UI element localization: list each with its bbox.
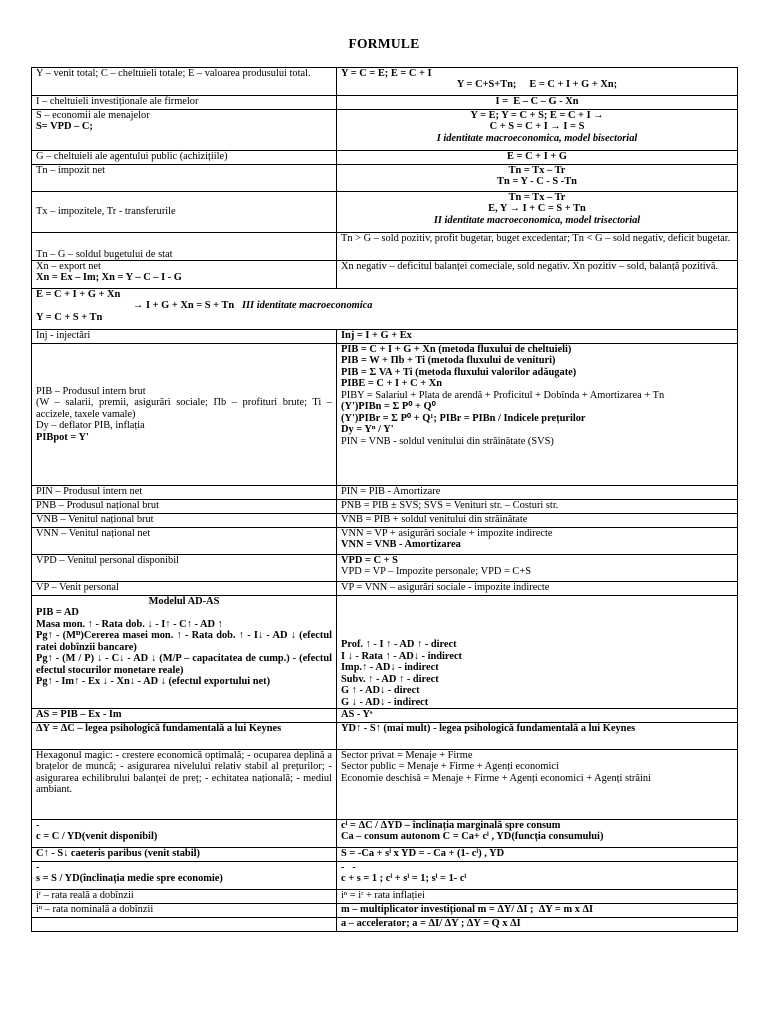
cell-text: PIN = PIB - Amortizare	[341, 486, 441, 497]
cell-text: I identitate macroeconomica, model bisectorial	[436, 132, 638, 144]
cell-text: I = E – C – G - Xn	[495, 96, 579, 107]
cell-text: m – multiplicator investițional m = ΔY/ ΔI ; ΔY = m x ΔI	[341, 904, 594, 915]
cell-text: G – cheltuieli ale agentului public (achizițiile)	[36, 151, 228, 162]
table-row	[32, 151, 738, 165]
table-cell-left	[32, 192, 337, 233]
table-cell-right	[337, 848, 738, 862]
cell-text: PIB = C + I + G + Xn (metoda fluxului de cheltuieli)	[341, 344, 572, 355]
table-row	[32, 165, 738, 192]
cell-text: PIB – Produsul intern brut	[36, 385, 146, 397]
cell-text: Ca – consum autonom C = Ca+ cˡ , YD(funcția consumului)	[341, 831, 604, 843]
table-row	[32, 918, 738, 932]
table-cell-left	[32, 820, 337, 848]
table-row	[32, 192, 738, 233]
cell-text: S = -Ca + sˡ x YD = - Ca + (1- cˡ) , YD	[341, 848, 505, 859]
table-row	[32, 820, 738, 848]
table-cell-right	[337, 68, 738, 96]
cell-text: Pg↑ - (Mᴰ)Cererea masei mon. ↑ - Rata dob. ↑ - I↓ - AD ↓ (efectul ratei dobînzii bancare)	[36, 630, 335, 653]
cell-text: - -	[341, 862, 356, 873]
cell-text: Sector privat = Menaje + Firme	[341, 750, 473, 761]
cell-text: iʳ – rata reală a dobînzii	[36, 890, 134, 901]
cell-text: Inj = I + G + Ex	[341, 330, 412, 341]
table-cell-right	[337, 110, 738, 151]
table-cell-left	[32, 330, 337, 344]
table-cell-left	[32, 165, 337, 192]
table-cell-left	[32, 514, 337, 528]
cell-text: PIN – Produsul intern net	[36, 486, 143, 497]
table-cell-right	[337, 918, 738, 932]
table-cell-right	[337, 165, 738, 192]
cell-text: E = C + I + G	[507, 151, 567, 162]
table-cell-full	[32, 289, 738, 330]
table-row	[32, 486, 738, 500]
table-cell-left	[32, 528, 337, 555]
table-cell-left	[32, 233, 337, 261]
table-cell-right	[337, 904, 738, 918]
cell-text: VP – Venit personal	[36, 582, 119, 593]
table-cell-left	[32, 500, 337, 514]
table-row	[32, 596, 738, 709]
table-cell-left	[32, 486, 337, 500]
table-cell-right	[337, 820, 738, 848]
table-cell-left	[32, 344, 337, 486]
cell-text: Hexagonul magic: - crestere economică optimală; - ocuparea deplină a brațelor de muncă; - asigurarea nivelului relativ stabil al prețurilor; - asigurarea echilibrului balanței de preț; - echitatea națională; - mediul ambiant.	[36, 750, 335, 796]
cell-text: ΔY = ΔC – legea psihologică fundamentală a lui Keynes	[36, 723, 282, 734]
cell-text: C + S = C + I → I = S	[489, 121, 585, 133]
cell-text: I ↓ - Rata ↑ - AD↓ - indirect	[341, 650, 463, 662]
table-cell-right	[337, 344, 738, 486]
table-cell-right	[337, 750, 738, 820]
cell-text: VPD = VP – Impozite personale; VPD = C+S	[341, 566, 531, 578]
cell-text: Tx – impozitele, Tr - transferurile	[36, 206, 176, 218]
cell-text: Y = C+S+Tn; E = C + I + G + Xn;	[456, 79, 618, 91]
table-row	[32, 500, 738, 514]
cell-text: Dy = Yⁿ / Y'	[341, 424, 394, 436]
cell-text: Xn – export net	[36, 261, 101, 272]
cell-text: cˡ = ΔC / ΔYD – înclinația marginală spre consum	[341, 820, 561, 831]
cell-text: Y = C = E; E = C + I	[341, 68, 432, 79]
cell-text: Subv. ↑ - AD ↑ - direct	[341, 673, 439, 685]
cell-text: PNB = PIB ± SVS; SVS = Venituri str. – Costuri str.	[341, 500, 559, 511]
cell-text: VNN – Venitul național net	[36, 528, 151, 539]
cell-text: Inj - injectări	[36, 330, 91, 341]
cell-text: VNN = VP + asigurări sociale + impozite indirecte	[341, 528, 553, 539]
table-cell-left	[32, 723, 337, 750]
table-cell-left	[32, 848, 337, 862]
cell-text: AS - Yˢ	[341, 709, 373, 720]
table-row	[32, 848, 738, 862]
cell-text: a – accelerator; a = ΔI/ ΔY ; ΔY = Q x ΔI	[341, 918, 521, 929]
cell-text: YD↑ - S↑ (mai mult) - legea psihologică fundamentală a lui Keynes	[341, 723, 636, 734]
table-row	[32, 110, 738, 151]
table-row	[32, 514, 738, 528]
cell-text: (Y')PIBn = Σ P⁰ + Q⁰	[341, 401, 436, 413]
table-cell-left	[32, 596, 337, 709]
table-cell-left	[32, 96, 337, 110]
cell-text: Dy – deflator PIB, inflația	[36, 420, 145, 432]
table-row	[32, 555, 738, 582]
cell-text: Modelul AD-AS	[148, 596, 220, 607]
table-row	[32, 890, 738, 904]
table-cell-left	[32, 151, 337, 165]
table-cell-left	[32, 904, 337, 918]
table-row	[32, 289, 738, 330]
cell-text: s = S / YD(înclinația medie spre economie)	[36, 873, 223, 885]
table-row	[32, 750, 738, 820]
page-title: FORMULE	[348, 36, 420, 51]
cell-text: Masa mon. ↑ - Rata dob. ↓ - I↑ - C↑ - AD ↑	[36, 618, 223, 630]
cell-text: c + s = 1 ; cˡ + sˡ = 1; sˡ = 1- cˡ	[341, 873, 467, 885]
cell-text: PIBY = Salariul + Plata de arendă + Proficitul + Dobînda + Amortizarea + Tn	[341, 389, 665, 401]
table-cell-right	[337, 96, 738, 110]
table-cell-right	[337, 862, 738, 890]
cell-text: S – economii ale menajelor	[36, 110, 150, 121]
table-row	[32, 709, 738, 723]
cell-text: AS = PIB – Ex - Im	[36, 709, 122, 720]
table-cell-left	[32, 555, 337, 582]
cell-text: Xn negativ – deficitul balanței comeciale, sold negativ. Xn pozitiv – sold, balanță pozitivă.	[341, 261, 719, 272]
cell-text: PIBpot = Y'	[36, 431, 89, 443]
cell-text: E = C + I + G + Xn	[36, 289, 121, 300]
cell-text: Tn = Tx – Tr	[508, 165, 566, 176]
table-cell-right	[337, 528, 738, 555]
cell-text: II identitate macroeconomica, model trisectorial	[433, 214, 641, 226]
cell-text: Economie deschisă = Menaje + Firme + Agenți economici + Agenți străini	[341, 772, 651, 784]
table-cell-left	[32, 890, 337, 904]
table-cell-right	[337, 723, 738, 750]
table-cell-left	[32, 918, 337, 932]
table-row	[32, 96, 738, 110]
cell-text: G ↑ - AD↓ - direct	[341, 685, 420, 697]
cell-text: VPD – Venitul personal disponibil	[36, 555, 179, 566]
table-row	[32, 904, 738, 918]
table-cell-left	[32, 862, 337, 890]
cell-text: (Y')PIBr = Σ P⁰ + Q¹; PIBr = PIBn / Indicele prețurilor	[341, 412, 586, 424]
table-cell-right	[337, 330, 738, 344]
cell-text: iⁿ – rata nominală a dobînzii	[36, 904, 154, 915]
table-row	[32, 233, 738, 261]
cell-text: Pg↑ - (M / P) ↓ - C↓ - AD ↓ (M/P – capacitatea de cump.) - (efectul efectul stocurilor monetare reale)	[36, 653, 335, 676]
cell-text: PIB = AD	[36, 607, 79, 619]
cell-text: VNB – Venitul național brut	[36, 514, 154, 525]
table-cell-right	[337, 514, 738, 528]
table-cell-right	[337, 596, 738, 709]
table-cell-left	[32, 709, 337, 723]
table-row	[32, 862, 738, 890]
table-cell-left	[32, 110, 337, 151]
cell-text: E, Y → I + C = S + Tn	[488, 203, 586, 215]
cell-text: c = C / YD(venit disponibil)	[36, 831, 158, 843]
table-cell-left	[32, 582, 337, 596]
table-cell-left	[32, 261, 337, 289]
table-cell-right	[337, 709, 738, 723]
cell-text: S= VPD – C;	[36, 121, 93, 133]
table-row	[32, 330, 738, 344]
table-row	[32, 261, 738, 289]
cell-text: Pg↑ - Im↑ - Ex ↓ - Xn↓ - AD ↓ (efectul exportului net)	[36, 676, 271, 688]
cell-text: Y = E; Y = C + S; E = C + I →	[470, 110, 604, 121]
cell-text: G ↓ - AD↓ - indirect	[341, 696, 429, 708]
table-cell-right	[337, 261, 738, 289]
cell-text: I – cheltuieli investiționale ale firmelor	[36, 96, 199, 107]
cell-text: PIB = Σ VA + Ti (metoda fluxului valorilor adăugate)	[341, 366, 577, 378]
cell-text: PIB = W + Пb + Ti (metoda fluxului de venituri)	[341, 355, 556, 367]
cell-text: Xn = Ex – Im; Xn = Y – C – I - G	[36, 272, 182, 284]
cell-text: -	[36, 862, 40, 873]
cell-text: Sector public = Menaje + Firme + Agenți economici	[341, 761, 559, 773]
cell-text: III identitate macroeconomica	[241, 300, 373, 312]
cell-text: VPD = C + S	[341, 555, 398, 566]
cell-text: Imp.↑ - AD↓ - indirect	[341, 662, 439, 674]
cell-text: PIBE = C + I + C + Xn	[341, 378, 443, 390]
cell-text: → I + G + Xn = S + Tn	[133, 300, 235, 312]
table-cell-right	[337, 486, 738, 500]
cell-text: Tn = Y - C - S -Tn	[497, 176, 577, 188]
cell-text: VP = VNN – asigurări sociale - impozite indirecte	[341, 582, 550, 593]
cell-text: Tn > G – sold pozitiv, profit bugetar, buget excedentar; Tn < G – sold negativ, deficit bugetar.	[341, 233, 731, 244]
cell-text: VNN = VNB - Amortizarea	[341, 539, 461, 551]
cell-text: iⁿ = iʳ + rata inflației	[341, 890, 425, 901]
cell-text: PIN = VNB - soldul venitului din străinătate (SVS)	[341, 435, 554, 447]
cell-text: Y – venit total; C – cheltuieli totale; E – valoarea produsului total.	[36, 68, 311, 79]
formula-table	[31, 67, 738, 932]
cell-text: -	[36, 820, 40, 831]
cell-text: C↑ - S↓ caeteris paribus (venit stabil)	[36, 848, 200, 859]
table-cell-right	[337, 192, 738, 233]
cell-text: Tn = Tx – Tr	[508, 192, 566, 203]
table-row	[32, 723, 738, 750]
cell-text: PNB – Produsul național brut	[36, 500, 159, 511]
table-row	[32, 528, 738, 555]
cell-text: Prof. ↑ - I ↑ - AD ↑ - direct	[341, 639, 457, 651]
table-cell-right	[337, 500, 738, 514]
table-cell-right	[337, 151, 738, 165]
table-row	[32, 344, 738, 486]
cell-text: (W – salarii, premii, asigurări sociale; Пb – profituri brute; Ti – accizele, taxele vamale)	[36, 397, 335, 420]
cell-text: Tn – G – soldul bugetului de stat	[36, 248, 173, 260]
table-cell-left	[32, 68, 337, 96]
table-cell-right	[337, 582, 738, 596]
table-cell-left	[32, 750, 337, 820]
table-row	[32, 68, 738, 96]
table-cell-right	[337, 233, 738, 261]
table-cell-right	[337, 890, 738, 904]
cell-text: Y = C + S + Tn	[36, 311, 103, 323]
cell-text: Tn – impozit net	[36, 165, 105, 176]
table-row	[32, 582, 738, 596]
cell-text: VNB = PIB + soldul venitului din străinătate	[341, 514, 528, 525]
table-cell-right	[337, 555, 738, 582]
